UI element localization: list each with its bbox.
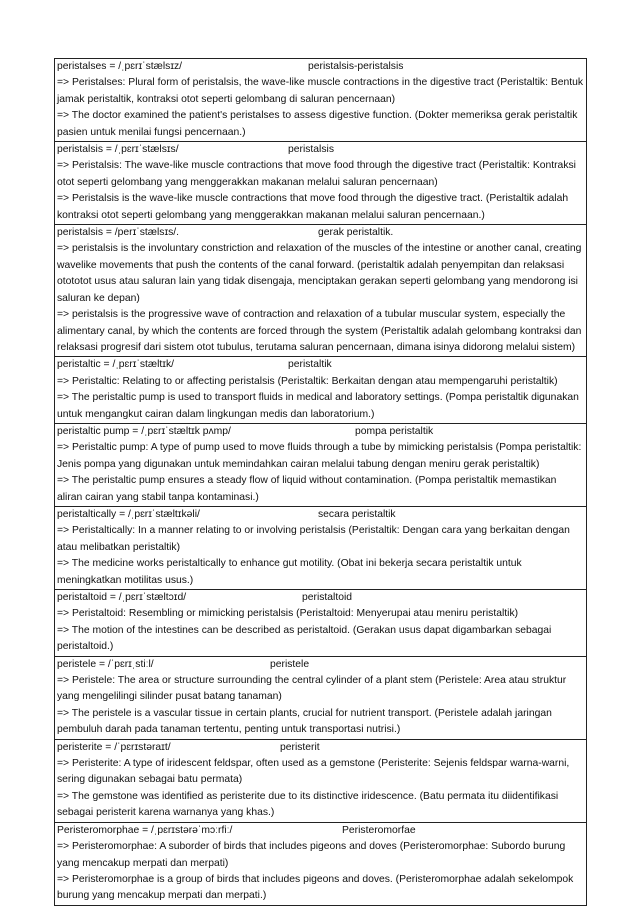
definition-line: => Peristaltic: Relating to or affecting peristalsis (Peristaltik: Berkaitan dengan atau mempengaruhi peristaltik) <box>57 375 558 387</box>
entry-headline <box>55 225 586 241</box>
entry-peristalses <box>55 59 586 141</box>
translation: peristalsis <box>288 144 334 156</box>
translation: secara peristaltik <box>318 508 396 520</box>
term: peristele = /ˈpɛrɪˌstiːl/ <box>57 658 154 670</box>
translation: gerak peristaltik. <box>318 227 394 239</box>
definition-line: => Peristaltoid: Resembling or mimicking peristalsis (Peristaltoid: Menyerupai atau meniru peristaltik) <box>57 608 519 620</box>
definition-line: => Peristeromorphae: A suborder of birds that includes pigeons and doves (Peristeromorphae: Subordo burung yang mencakup merpati dan merpati) <box>57 841 566 869</box>
translation: Peristeromorfae <box>342 824 416 836</box>
definition-line: => Peristalsis: The wave-like muscle contractions that move food through the digestive tract (Peristaltik: Kontraksi otot seperti gelombang yang menggerakkan makanan melalui saluran pencernaan) <box>57 160 576 188</box>
term: peristalsis = /ˌpɛrɪˈstælsɪs/ <box>57 144 179 156</box>
example-line: => The doctor examined the patient's peristalses to assess digestive function. (Dokter memeriksa gerak peristaltik pasien untuk menilai fungsi pencernaan.) <box>57 110 578 138</box>
entry-peristele <box>55 656 586 739</box>
definition-line: => peristalsis is the involuntary constriction and relaxation of the muscles of the intestine or another canal, creating wavelike movements that push the contents of the canal forward. (peristaltik adalah penyempitan dan relaksasi otototot usus atau saluran lain yang tidak disengaja, menciptakan gerakan seperti gelombang yang mendorong isi saluran ke depan) <box>57 243 582 304</box>
example-line: => The gemstone was identified as peristerite due to its distinctive iridescence. (Batu permata itu diidentifikasi sebagai peristerit karena warnanya yang khas.) <box>57 790 559 819</box>
entry-peristeromorphae <box>55 822 586 905</box>
example-line: => Peristeromorphae is a group of birds that includes pigeons and doves. (Peristeromorphae adalah sekelompok burung yang mencakup merpati dan merpati.) <box>57 873 574 902</box>
translation: peristalsis-peristalsis <box>308 61 404 72</box>
term: peristaltic pump = /ˌpɛrɪˈstæltɪk pʌmp/ <box>57 425 231 437</box>
entry-headline <box>55 507 586 523</box>
example-line: => The motion of the intestines can be described as peristaltoid. (Gerakan usus dapat digambarkan sebagai peristaltoid.) <box>57 624 552 653</box>
definition-line: => Peristalses: Plural form of peristalsis, the wave-like muscle contractions in the digestive tract (Peristaltik: Bentuk jamak peristaltik, kontraksi otot seperti gelombang di saluran pencernaan) <box>57 77 584 105</box>
translation: peristerit <box>280 741 320 753</box>
term: peristalses = /ˌpɛrɪˈstælsɪz/ <box>57 61 183 72</box>
example-line: => The medicine works peristaltically to enhance gut motility. (Obat ini bekerja secara peristaltik untuk meningkatkan motilitas usus.) <box>57 558 522 586</box>
entry-peristalsis <box>55 141 586 224</box>
term: peristalsis = /perɪˈstælsɪs/. <box>57 227 180 239</box>
term: peristaltically = /ˌpɛrɪˈstæltɪkəli/ <box>57 508 200 520</box>
translation: peristaltik <box>288 359 332 371</box>
example-line: => peristalsis is the progressive wave of contraction and relaxation of a tubular muscular system, especially the alimentary canal, by which the contents are forced through the system (Peristaltik adalah gelombang kontraksi dan relaksasi progresif dari sistem otot tubulus, terutama saluran pencernaan, dimana isinya didorong melalui sistem) <box>57 309 582 353</box>
entry-headline <box>55 357 586 373</box>
example-line: => The peristaltic pump is used to transport fluids in medical and laboratory settings. (Pompa peristaltik digunakan untuk mengangkut cairan dalam lingkungan medis dan laboratorium.) <box>57 392 579 420</box>
entry-peristaltoid <box>55 589 586 656</box>
definition-line: => Peristele: The area or structure surrounding the central cylinder of a plant stem (Peristele: Area atau struktur yang mengelilingi silinder pusat batang tanaman) <box>57 675 567 703</box>
dictionary-table <box>54 58 587 906</box>
term: peristerite = /ˈpɛrɪstəraɪt/ <box>57 741 171 753</box>
term: peristaltoid = /ˌpɛrɪˈstæltɔɪd/ <box>57 592 187 603</box>
entry-headline <box>55 142 586 158</box>
entry-headline <box>55 590 586 606</box>
translation: peristaltoid <box>302 592 353 603</box>
entry-peristaltic <box>55 356 586 423</box>
example-line: => The peristele is a vascular tissue in certain plants, crucial for nutrient transport. (Peristele adalah jaringan pembuluh darah pada tanaman tertentu, penting untuk transportasi nutrisi.) <box>57 707 552 736</box>
definition-line: => Peristaltic pump: A type of pump used to move fluids through a tube by mimicking peristalsis (Pompa peristaltik: Jenis pompa yang digunakan untuk memindahkan cairan melalui tabung dengan meniru gerak peristaltik) <box>57 442 582 470</box>
entry-peristalsis-2 <box>55 224 586 356</box>
entry-headline <box>55 657 586 673</box>
example-line: => Peristalsis is the wave-like muscle contractions that move food through the digestive tract. (Peristaltik adalah kontraksi otot seperti gelombang yang menggerakkan makanan melalui saluran pencernaan.) <box>57 193 569 221</box>
translation: pompa peristaltik <box>355 425 434 437</box>
example-line: => The peristaltic pump ensures a steady flow of liquid without contamination. (Pompa peristaltik memastikan aliran cairan yang stabil tanpa kontaminasi.) <box>57 475 557 503</box>
entry-headline <box>55 740 586 756</box>
term: peristaltic = /ˌpɛrɪˈstæltɪk/ <box>57 359 175 371</box>
entry-headline <box>55 424 586 440</box>
entry-headline <box>55 59 586 75</box>
entry-peristaltically <box>55 506 586 589</box>
entry-peristerite <box>55 739 586 822</box>
entry-peristaltic-pump <box>55 423 586 506</box>
translation: peristele <box>270 658 310 670</box>
definition-line: => Peristaltically: In a manner relating to or involving peristalsis (Peristaltik: Dengan cara yang berkaitan dengan atau melibatkan peristaltik) <box>57 525 570 553</box>
definition-line: => Peristerite: A type of iridescent feldspar, often used as a gemstone (Peristerite: Sejenis feldspar warna-warni, sering digunakan sebagai batu permata) <box>57 758 570 786</box>
term: Peristeromorphae = /ˌpɛrɪstərəˈmɔːrfiː/ <box>57 824 233 836</box>
entry-headline <box>55 823 586 839</box>
